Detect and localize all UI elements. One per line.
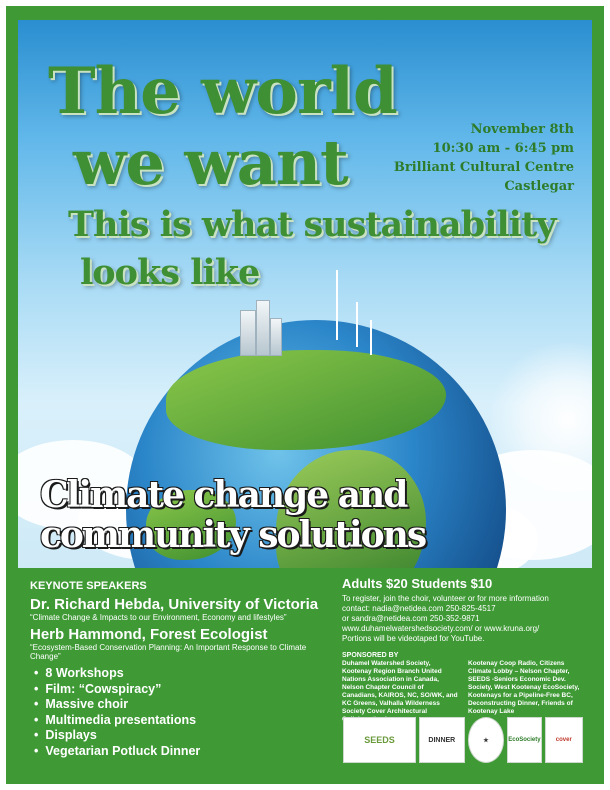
event-date: November 8th <box>470 122 574 137</box>
building <box>270 318 282 356</box>
feature-item: • 8 Workshops <box>34 666 330 682</box>
building <box>240 310 256 356</box>
feature-item: • Film: “Cowspiracy” <box>34 682 330 698</box>
feature-item: • Massive choir <box>34 697 330 713</box>
sponsors-list <box>342 660 592 724</box>
wind-turbine <box>336 270 338 340</box>
speaker-2-talk: “Ecosystem-Based Conservation Planning: An Important Response to Climate Change” <box>30 643 307 661</box>
ecosociety-logo: EcoSociety <box>507 717 541 763</box>
headline-line-3: This is what sustainability <box>68 204 556 245</box>
headline-line-1: The world <box>48 54 397 129</box>
speaker-2-name: Herb Hammond, Forest Ecologist <box>30 626 268 643</box>
dinner-logo: DINNER <box>419 717 465 763</box>
sponsors-column-1: Duhamel Watershed Society, Kootenay Region Branch United Nations Association in Canada, Nelson Chapter Council of Canadians, KAIROS, NC, SO/WK, and KC Greens, Valhalla Wilderness Society Cover Architectural <box>342 660 458 715</box>
seeds-logo: SEEDS <box>343 717 416 763</box>
event-time: 10:30 am - 6:45 pm <box>432 141 574 156</box>
keynote-heading: KEYNOTE SPEAKERS <box>30 580 147 592</box>
wind-turbine <box>370 320 372 355</box>
feature-item: • Vegetarian Potluck Dinner <box>34 744 330 760</box>
registration-column <box>342 574 592 724</box>
speaker-1-talk: “Climate Change & Impacts to our Environment, Economy and lifestyles” <box>30 613 287 622</box>
program-column <box>30 574 330 759</box>
building <box>256 300 270 356</box>
feature-item: • Displays <box>34 728 330 744</box>
sponsors-heading: SPONSORED BY <box>342 652 399 659</box>
registration-contact-link[interactable]: contact: nadia@netidea.com 250-825-4517 <box>342 604 496 613</box>
seal-logo: ★ <box>468 717 505 763</box>
registration-line: To register, join the choir, volunteer or for more information <box>342 594 549 603</box>
event-city: Castlegar <box>504 179 574 194</box>
registration-contact-link[interactable]: or sandra@netidea.com 250-352-9871 <box>342 614 480 623</box>
tagline-line-1: Climate change and <box>40 474 407 516</box>
headline-line-2: we want <box>73 126 348 199</box>
headline-line-4: looks like <box>80 252 260 293</box>
registration-line: Portions will be videotaped for YouTube. <box>342 634 485 643</box>
speaker-1-name: Dr. Richard Hebda, University of Victoria <box>30 596 319 613</box>
wind-turbine <box>356 302 358 347</box>
ticket-prices: Adults $20 Students $10 <box>342 576 493 591</box>
feature-item: • Multimedia presentations <box>34 713 330 729</box>
feature-list <box>30 666 330 759</box>
hero-image <box>18 20 592 568</box>
registration-info <box>342 594 592 644</box>
info-section <box>6 574 604 784</box>
poster <box>6 6 604 784</box>
sponsor-logos <box>343 717 583 763</box>
sponsors-column-2: Kootenay Coop Radio, Citizens Climate Lobby – Nelson Chapter, SEEDS -Seniors Economic Dev. Society, West Kootenay EcoSociety, Kootenays for a Pipeline-Free BC, Deconstructing Dinner, Friends of Kootenay Lake <box>468 660 580 715</box>
tagline-line-2: community solutions <box>40 514 426 556</box>
event-venue: Brilliant Cultural Centre <box>393 160 574 175</box>
cover-logo: cover <box>545 717 583 763</box>
registration-web-link[interactable]: www.duhamelwatershedsociety.com/ or www.kruna.org/ <box>342 624 540 633</box>
event-details <box>394 120 574 196</box>
land-mass <box>166 350 446 450</box>
